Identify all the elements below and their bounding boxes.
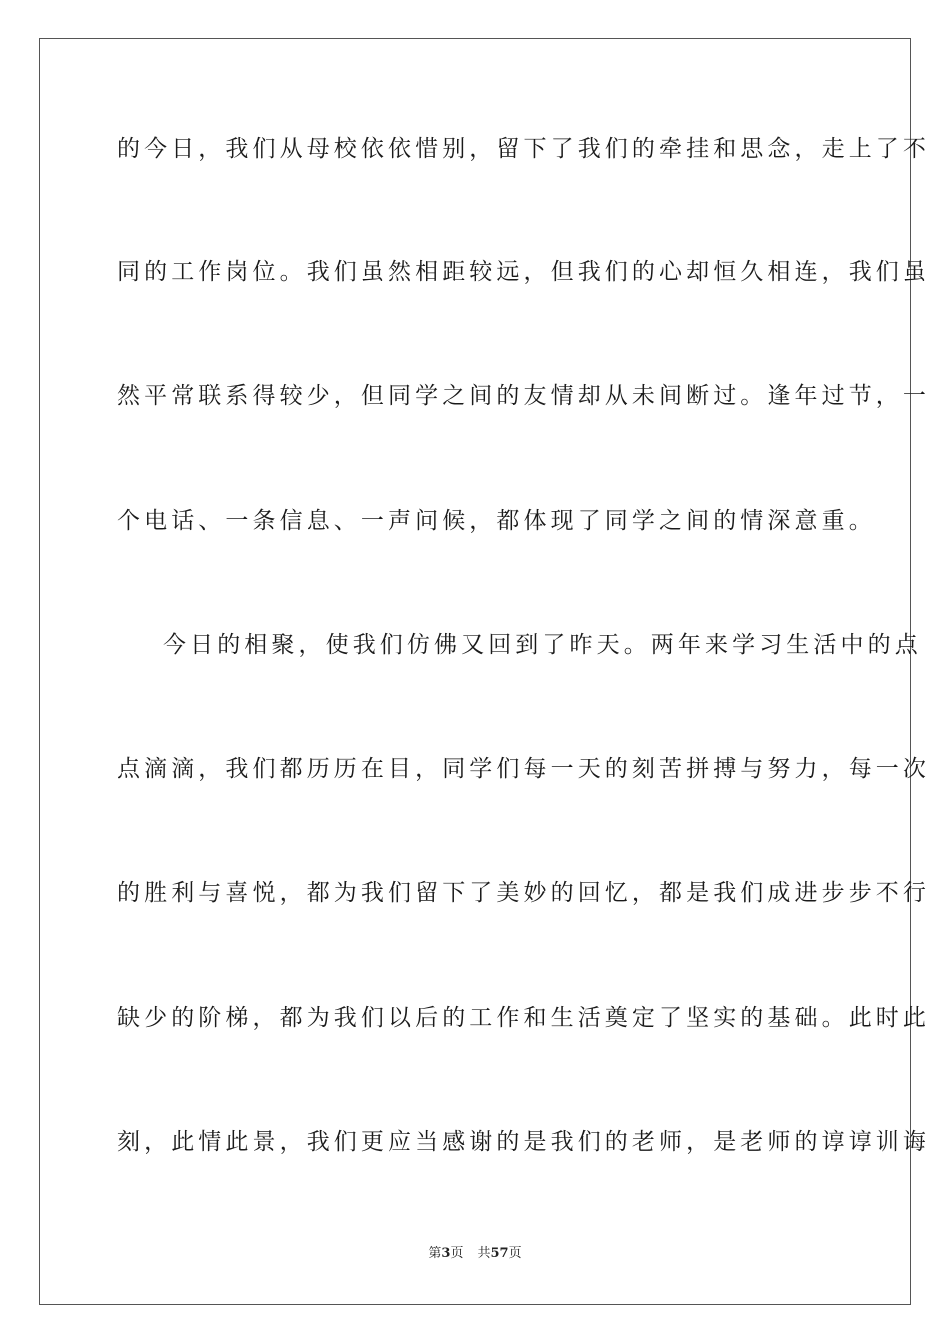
body-text-line: 然平常联系得较少，但同学之间的友情却从未间断过。逢年过节，一 <box>117 383 930 409</box>
body-text-line: 的胜利与喜悦，都为我们留下了美妙的回忆，都是我们成进步步不行 <box>117 880 930 906</box>
page-suffix: 页 <box>450 1246 464 1261</box>
total-prefix: 共 <box>477 1246 491 1261</box>
page-footer <box>0 1245 950 1263</box>
body-text-line: 点滴滴，我们都历历在目，同学们每一天的刻苦拼搏与努力，每一次 <box>117 756 930 782</box>
body-text-line: 刻，此情此景，我们更应当感谢的是我们的老师，是老师的谆谆训诲 <box>117 1129 930 1155</box>
paragraph-first-line: 今日的相聚，使我们仿佛又回到了昨天。两年来学习生活中的点 <box>163 632 922 658</box>
page-number: 3 <box>441 1246 451 1261</box>
page-border <box>39 38 930 1305</box>
body-text-line: 的今日，我们从母校依依惜别，留下了我们的牵挂和思念，走上了不 <box>117 136 930 162</box>
body-text-line: 个电话、一条信息、一声问候，都体现了同学之间的情深意重。 <box>117 508 876 534</box>
total-pages: 57 <box>490 1246 509 1261</box>
body-text-line: 同的工作岗位。我们虽然相距较远，但我们的心却恒久相连，我们虽 <box>117 259 930 285</box>
page-prefix: 第 <box>428 1246 442 1261</box>
total-suffix: 页 <box>508 1246 522 1261</box>
body-text-line: 缺少的阶梯，都为我们以后的工作和生活奠定了坚实的基础。此时此 <box>117 1005 930 1031</box>
